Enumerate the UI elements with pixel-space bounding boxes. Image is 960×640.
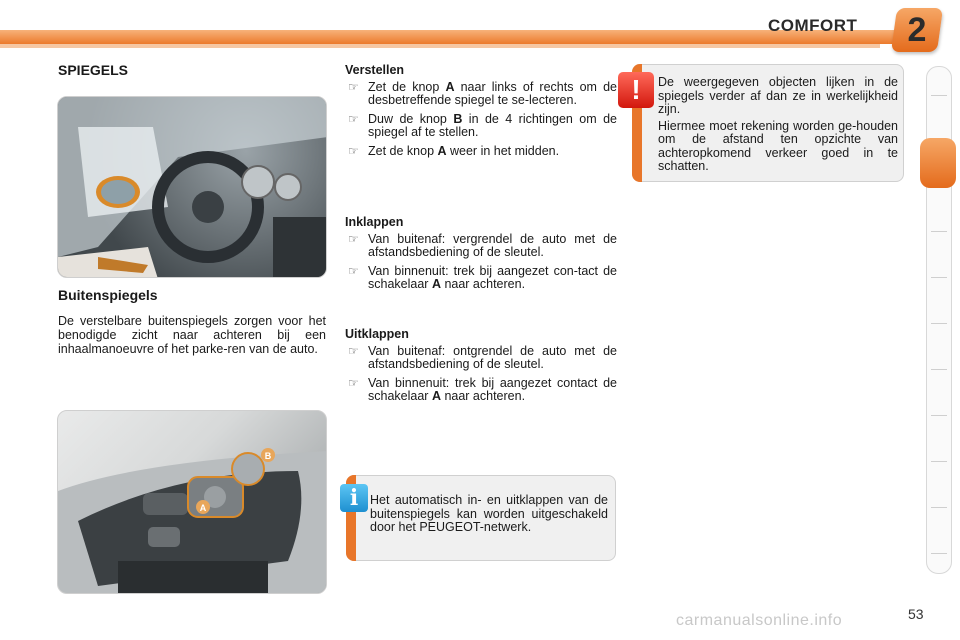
list-item [345, 377, 617, 404]
car-interior-illustration [58, 97, 327, 278]
page-header [0, 0, 960, 52]
item-text: Van buitenaf: ontgrendel de auto met de afstandsbediening of de sleutel. [368, 343, 617, 371]
uitklappen-block [345, 328, 617, 409]
chapter-title: COMFORT [768, 16, 858, 35]
warning-paragraph: De weergegeven objecten lijken in de spiegels verder af dan ze in werkelijkheid zijn. [658, 75, 898, 116]
item-text: Van buitenaf: vergrendel de auto met de afstandsbediening of de sleutel. [368, 231, 617, 259]
header-band [0, 30, 900, 44]
pointer-icon: ☞ [348, 343, 359, 358]
warning-note-text [658, 76, 898, 177]
tab-divider [931, 369, 947, 370]
list-item [345, 145, 617, 159]
subsection-title: Buitenspiegels [58, 287, 158, 303]
info-icon: i [340, 484, 368, 512]
item-key: A [437, 143, 447, 158]
tab-divider [931, 461, 947, 462]
item-key: A [431, 277, 441, 291]
section-title: SPIEGELS [58, 62, 129, 78]
pointer-icon: ☞ [348, 375, 359, 390]
pointer-icon: ☞ [348, 143, 359, 158]
item-text: Van binnenuit: trek bij aangezet con-tact de schakelaar [368, 263, 617, 291]
tab-divider [931, 507, 947, 508]
tab-divider [931, 415, 947, 416]
uitklappen-heading: Uitklappen [345, 327, 409, 341]
tab-divider [931, 231, 947, 232]
list-item [345, 345, 617, 372]
item-text: naar achteren. [440, 389, 526, 403]
item-key: B [453, 111, 463, 126]
tab-divider [931, 553, 947, 554]
page-number: 53 [908, 606, 924, 622]
list-item [345, 113, 617, 140]
verstellen-block [345, 64, 617, 163]
mirror-control-illustration [58, 411, 327, 594]
item-text: in de 4 richtingen om de spiegel af te stellen. [368, 111, 618, 139]
pointer-icon: ☞ [348, 111, 359, 126]
list-item [345, 233, 617, 260]
item-key: A [445, 79, 455, 94]
chapter-number: 2 [907, 11, 927, 49]
item-text: naar links of rechts om de desbetreffende spiegel te se-lecteren. [368, 79, 617, 107]
inklappen-heading: Inklappen [345, 215, 404, 229]
active-chapter-tab[interactable] [920, 138, 956, 188]
tab-divider [931, 323, 947, 324]
pointer-icon: ☞ [348, 231, 359, 246]
label-a: A [199, 503, 207, 513]
item-text: Duw de knop [368, 111, 454, 126]
info-note-text: Het automatisch in- en uitklappen van de buitenspiegels kan worden uitgeschakeld door het PEUGEOT-netwerk. [370, 493, 608, 534]
warning-icon: ! [618, 72, 654, 108]
item-text: Zet de knop [368, 143, 438, 158]
chapter-number-badge [891, 8, 943, 52]
pointer-icon: ☞ [348, 79, 359, 94]
item-text: weer in het midden. [446, 143, 560, 158]
pointer-icon: ☞ [348, 263, 359, 278]
item-text: Zet de knop [368, 79, 446, 94]
list-item [345, 81, 617, 108]
car-interior-photo [57, 96, 327, 278]
header-band-shadow [0, 44, 880, 48]
item-key: A [431, 389, 441, 403]
warning-paragraph: Hiermee moet rekening worden ge-houden om de afstand ten opzichte van achteropkomend verkeer goed in te schatten. [658, 118, 898, 173]
item-text: naar achteren. [440, 277, 526, 291]
inklappen-block [345, 216, 617, 297]
watermark: carmanualsonline.info [676, 612, 843, 629]
intro-paragraph: De verstelbare buitenspiegels zorgen voor het benodigde zicht naar achteren bij een inhaalmanoeuvre of het parke-ren van de auto. [58, 314, 326, 356]
mirror-control-photo [57, 410, 327, 594]
label-b: B [264, 451, 272, 461]
list-item [345, 265, 617, 292]
verstellen-heading: Verstellen [345, 63, 405, 77]
tab-divider [931, 277, 947, 278]
tab-divider [931, 95, 947, 96]
item-text: Van binnenuit: trek bij aangezet contact de schakelaar [368, 375, 617, 403]
